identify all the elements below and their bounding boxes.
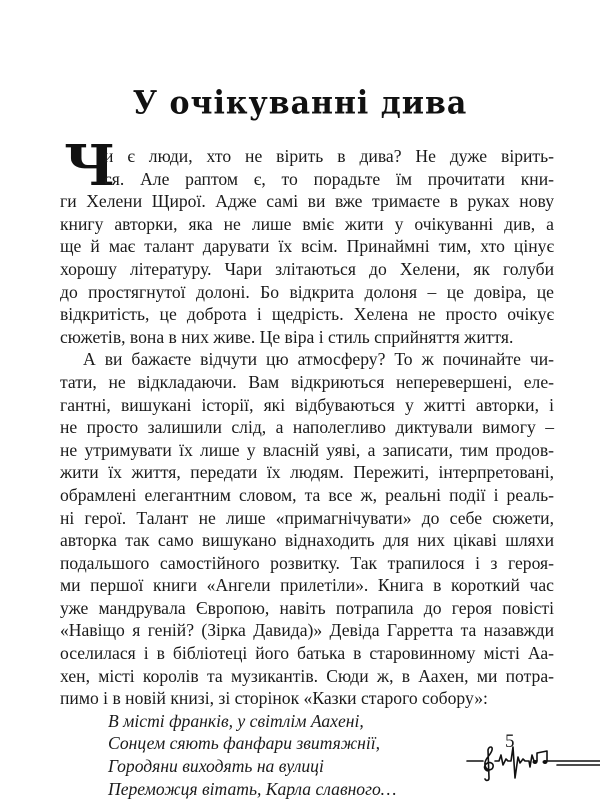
text-line: обрамлені елегантним словом, та все ж, реальні події і реаль- bbox=[60, 484, 554, 505]
text-line: жити їх життя, передати їх людям. Пережиті, інтерпретовані, bbox=[60, 462, 554, 483]
text-line: хен, місті королів та музикантів. Сюди ж, в Аахен, ми потра- bbox=[60, 665, 554, 686]
text-line: не утримувати їх лише у власній уяві, а записати, тим продов- bbox=[60, 439, 554, 460]
chapter-title: У очікуванні дива bbox=[132, 85, 468, 122]
text-line: оселилася і в бібліотеці його батька в старовинному місті Аа- bbox=[60, 643, 554, 664]
text-line: авторка так само вишукано віднаходить для них цікаві шляхи bbox=[60, 530, 554, 551]
drop-cap-letter: Ч bbox=[64, 133, 116, 199]
text-line: уже мандрувала Європою, навіть потрапила до героя повісті bbox=[60, 597, 554, 618]
text-line: до простягнутої долоні. Бо відкрита долоня – це довіра, це bbox=[60, 281, 554, 302]
text-line: ги Хелени Щирої. Адже самі ви вже тримаєте в руках нову bbox=[60, 191, 554, 212]
poem-line: Переможця вітать, Карла славного… bbox=[108, 778, 397, 799]
page-number: 5 bbox=[505, 731, 515, 752]
text-line: ще й має талант дарувати їх всім. Принаймні тим, хто цінує bbox=[60, 236, 554, 257]
text-line: «Навіщо я геній? (Зірка Давида)» Девіда Гарретта та назавжди bbox=[60, 620, 554, 641]
poem-line: Сонцем сяють фанфари звитяжнії, bbox=[108, 733, 381, 754]
text-line: відкритість, це доброта і щедрість. Хелена не просто очікує bbox=[60, 304, 554, 325]
text-line: гантні, вишукані історії, які відбуваються у житті авторки, і bbox=[60, 394, 554, 415]
body-text bbox=[60, 145, 554, 800]
text-line: хорошу літературу. Чари злітаються до Хелени, як голуби bbox=[60, 258, 554, 279]
text-line: книгу авторки, яка не лише вміє жити у очікуванні див, а bbox=[60, 213, 554, 234]
text-line: тати, не відкладаючи. Вам відкриються неперевершені, еле- bbox=[60, 371, 554, 392]
text-line: ся. Але раптом є, то порадьте їм прочитати кни- bbox=[104, 168, 554, 189]
text-line: и є люди, хто не вірить в дива? Не дуже вірить- bbox=[104, 146, 554, 166]
music-heartbeat-ornament-icon bbox=[465, 745, 600, 785]
text-line: ні герої. Талант не лише «примагнічувати» до себе сюжети, bbox=[60, 507, 554, 528]
paragraph-start-line: А ви бажаєте відчути цю атмосферу? То ж починайте чи- bbox=[83, 349, 554, 370]
text-line: пимо і в новій книзі, зі сторінок «Казки старого собору»: bbox=[60, 688, 488, 709]
text-line: сюжетів, вона в них живе. Це віра і стиль сприйняття життя. bbox=[60, 326, 514, 347]
text-line: не просто залишили слід, а наполегливо диктували вимогу – bbox=[60, 417, 554, 438]
poem-line: В місті франків, у світлім Аахені, bbox=[108, 710, 364, 731]
drop-cap-wrapped-lines bbox=[60, 145, 554, 190]
poem-line: Городяни виходять на вулиці bbox=[108, 756, 324, 777]
text-line: подальшого самостійного розвитку. Так трапилося і з героя- bbox=[60, 552, 554, 573]
text-line: ми першої книги «Ангели прилетіли». Книга в короткий час bbox=[60, 575, 554, 596]
